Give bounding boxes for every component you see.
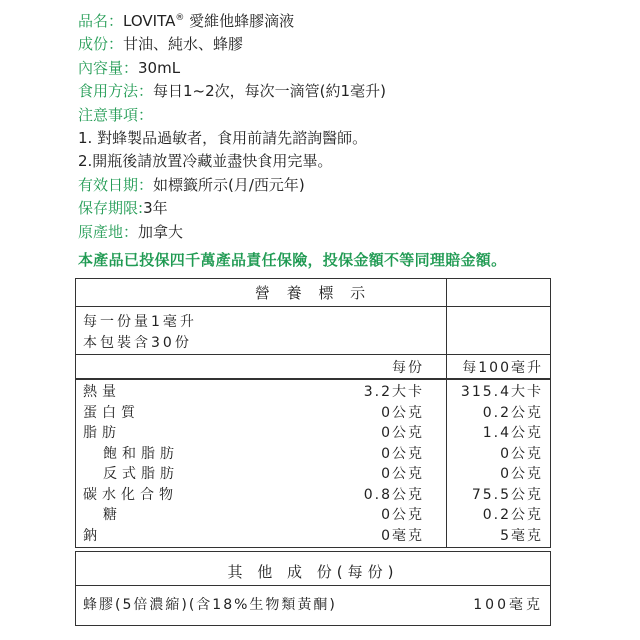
per-100ml-header: 每100毫升	[462, 360, 543, 376]
info-line	[78, 174, 558, 197]
info-label: 品名：	[78, 12, 124, 30]
per-100ml-value: 5毫克	[500, 527, 543, 544]
ingredient-name: 蜂膠(5倍濃縮)(含18%生物類黃酮)	[83, 597, 337, 613]
nutrient-row	[76, 526, 550, 547]
per-100ml-value: 1.4公克	[482, 425, 543, 441]
divider	[76, 585, 550, 586]
per-100ml-value: 0公克	[500, 466, 543, 482]
nutrient-name: 熱量	[83, 384, 121, 400]
info-label: 有效日期：	[78, 175, 154, 194]
servings-per-package: 本包裝含30份	[83, 335, 192, 351]
per-100ml-value: 0.2公克	[482, 404, 543, 421]
info-line	[78, 127, 558, 150]
per-100ml-value: 75.5公克	[471, 486, 543, 503]
info-value: 甘油、純水、蜂膠	[123, 35, 244, 54]
per-serving-value: 0公克	[381, 445, 424, 462]
info-line	[78, 197, 558, 220]
ingredient-amount: 100毫克	[473, 597, 543, 613]
other-ingredient-row	[83, 594, 543, 614]
info-value: 每日1~2次，每次一滴管(約1毫升)	[153, 82, 386, 101]
nutrition-title: 營 養 標 示	[254, 284, 372, 302]
info-label: 注意事項：	[78, 105, 154, 124]
per-serving-value: 0毫克	[381, 527, 424, 544]
per-serving-value: 3.2大卡	[363, 384, 424, 400]
serving-size: 每一份量1毫升	[83, 314, 197, 330]
other-ingredients-title: 其 他 成 份(每份)	[227, 563, 399, 581]
nutrient-name: 糖	[103, 507, 122, 523]
nutrient-name: 碳水化合物	[83, 486, 178, 503]
info-line	[78, 33, 558, 56]
info-line	[78, 150, 558, 173]
per-serving-value: 0.8公克	[363, 486, 424, 503]
product-name: 愛維他蜂膠滴液	[184, 12, 295, 30]
nutrient-row	[76, 464, 550, 485]
info-label: 食用方法：	[78, 82, 154, 101]
per-serving-value: 0公克	[381, 425, 424, 441]
per-100ml-value: 0.2公克	[482, 507, 543, 523]
product-name-line	[78, 10, 558, 33]
per-100ml-value: 0公克	[500, 445, 543, 462]
divider	[76, 354, 550, 355]
nutrient-row	[76, 505, 550, 526]
nutrition-facts-table	[75, 278, 551, 548]
per-serving-value: 0公克	[381, 404, 424, 421]
info-value: 2.開瓶後請放置冷藏並盡快食用完畢。	[78, 152, 333, 171]
info-value: 加拿大	[138, 222, 184, 241]
info-label: 保存期限:	[78, 199, 144, 218]
per-serving-header: 每份	[392, 360, 424, 376]
nutrient-row	[76, 485, 550, 506]
brand-name: LOVITA	[123, 12, 176, 30]
per-100ml-value: 315.4大卡	[460, 384, 543, 400]
info-line	[78, 104, 558, 127]
info-line	[78, 57, 558, 80]
nutrient-name: 脂肪	[83, 425, 121, 441]
nutrient-row	[76, 403, 550, 424]
other-ingredients-table	[75, 551, 551, 626]
per-serving-value: 0公克	[381, 507, 424, 523]
nutrient-row	[76, 423, 550, 444]
info-label: 內容量：	[78, 58, 139, 77]
nutrient-row	[76, 444, 550, 465]
info-label: 原產地：	[78, 222, 139, 241]
divider	[76, 306, 550, 307]
nutrient-name: 飽和脂肪	[103, 445, 179, 462]
nutrient-name: 鈉	[83, 527, 102, 544]
divider	[76, 378, 550, 380]
info-value: 3年	[143, 199, 168, 218]
info-value: 1. 對蜂製品過敏者，食用前請先諮詢醫師。	[78, 128, 368, 147]
per-serving-value: 0公克	[381, 466, 424, 482]
nutrient-name: 反式脂肪	[103, 466, 179, 482]
product-info	[78, 10, 558, 244]
info-line	[78, 80, 558, 103]
registered-mark: ®	[175, 13, 185, 23]
info-line	[78, 221, 558, 244]
info-label: 成份：	[78, 35, 124, 54]
nutrient-name: 蛋白質	[83, 404, 140, 421]
insurance-notice: 本產品已投保四千萬產品責任保險，投保金額不等同理賠金額。	[78, 251, 507, 269]
info-value: 30mL	[138, 58, 181, 77]
nutrient-row	[76, 382, 550, 403]
info-value: 如標籤所示(月/西元年)	[153, 175, 305, 194]
